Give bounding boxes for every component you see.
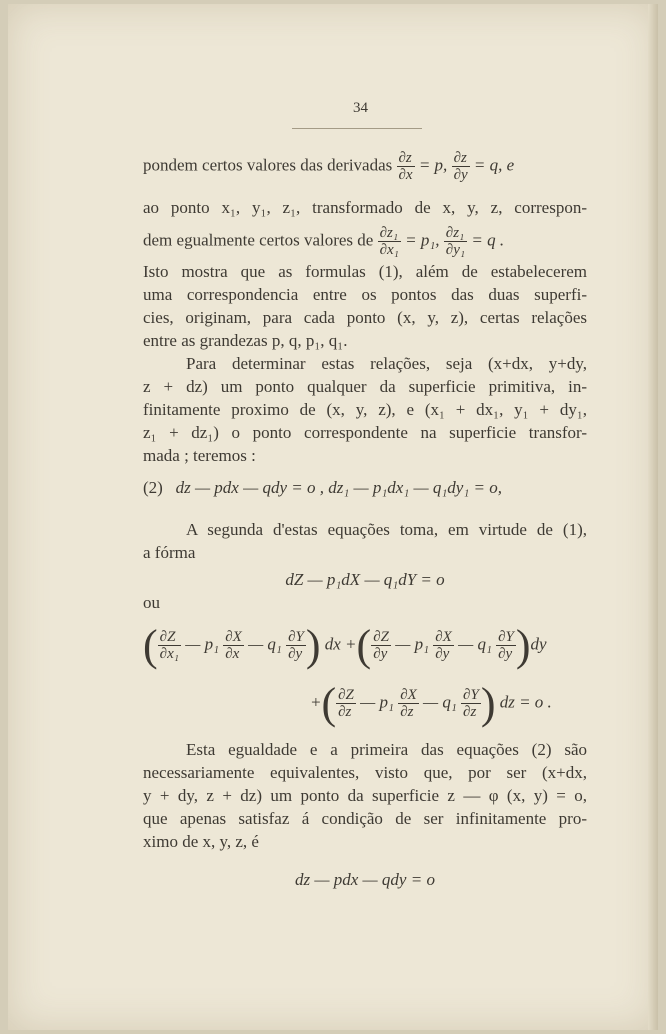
fraction: $\frac{\partial Y}{\partial y}$ [498, 629, 514, 662]
page-spine-shadow [648, 4, 658, 1030]
text-line-2: ao ponto x₁, y₁, z₁, transformado de x, y, z, correspon- [143, 198, 587, 217]
fraction: $\frac{\partial Y}{\partial y}$ [288, 629, 304, 662]
text-line-7: entre as grandezas p, q, p₁, q₁. [143, 331, 348, 350]
text-line-ou: ou [143, 593, 160, 612]
text-line-6: cies, originam, para cada ponto (x, y, z), certas relações [143, 308, 587, 327]
paren-open: ( [321, 679, 337, 728]
long-equation-line-1 [143, 620, 587, 671]
text-line-4: Isto mostra que as formulas (1), além de estabelecerem [143, 262, 587, 281]
eq-text: = q . [471, 230, 505, 250]
paren-close: ) [480, 679, 496, 728]
text-line-15: Esta egualdade e a primeira das equações (2) são [186, 740, 587, 759]
text-line-17: y + dy, z + dz) um ponto da superficie z — φ (x, y) = o, [143, 786, 587, 805]
fraction: $\frac{\partial z}{\partial x}$ [398, 150, 413, 183]
text-line-18: que apenas satisfaz á condição de ser infinitamente pro- [143, 809, 587, 828]
eq-text: — q₁ [458, 634, 492, 654]
eq-text: — p₁ [360, 692, 394, 712]
page-number: 34 [353, 100, 368, 116]
equation-dZ: dZ — p₁dX — q₁dY = o [285, 570, 445, 589]
text-line-13: A segunda d'estas equações toma, em virtude de (1), [186, 520, 587, 539]
eq-text: — p₁ [395, 634, 429, 654]
fraction: $\frac{\partial Z}{\partial y}$ [373, 629, 389, 662]
eq-text: = p, [418, 155, 448, 175]
text-line-19: ximo de x, y, z, é [143, 832, 259, 851]
eq-text: = q, e [473, 155, 515, 175]
fraction: $\frac{\text{∂z₁}}{\text{∂y₁}}$ [445, 225, 466, 258]
text-line-16: necessariamente equivalentes, visto que, por ser (x+dx, [143, 763, 587, 782]
line-text: pondem certos valores das derivadas [143, 155, 393, 175]
text-line-8: Para determinar estas relações, seja (x+dx, y+dy, [186, 354, 587, 373]
fraction: $\frac{\partial Z}{\partial z}$ [338, 687, 354, 720]
text-line-5: uma correspondencia entre os pontos das duas superfi- [143, 285, 587, 304]
fraction: $\frac{\partial X}{\partial x}$ [225, 629, 242, 662]
text-line-1 [143, 150, 587, 183]
line-text: dem egualmente certos valores de [143, 230, 374, 250]
text-line-11: z₁ + dz₁) o ponto correspondente na superficie transfor- [143, 423, 587, 442]
final-equation: dz — pdx — qdy = o [295, 870, 435, 889]
equation-2 [143, 478, 587, 498]
paren-close: ) [515, 621, 531, 670]
long-equation-line-2 [310, 678, 587, 729]
fraction: $\frac{\partial Z}{\text{∂x₁}}$ [159, 629, 179, 662]
text-line-10: finitamente proximo de (x, y, z), e (x₁ + dx₁, y₁ + dy₁, [143, 400, 587, 419]
eq-text: + [310, 692, 322, 712]
eq-text: = p₁, [405, 230, 440, 250]
fraction: $\frac{\partial Y}{\partial z}$ [463, 687, 479, 720]
paren-open: ( [143, 621, 158, 670]
eq-text: dx + [324, 634, 357, 654]
fraction: $\frac{\partial z}{\partial y}$ [453, 150, 468, 183]
text-line-12: mada ; teremos : [143, 446, 256, 465]
eq-text: dz = o . [499, 692, 552, 712]
eq-text: — q₁ [423, 692, 457, 712]
eq-text: dy [530, 634, 547, 654]
fraction: $\frac{\partial X}{\partial z}$ [400, 687, 417, 720]
equation-label: (2) [143, 478, 163, 497]
text-line-9: z + dz) um ponto qualquer da superficie primitiva, in- [143, 377, 587, 396]
paren-open: ( [356, 621, 372, 670]
eq-text: — p₁ [185, 634, 219, 654]
fraction: $\frac{\text{∂z₁}}{\text{∂x₁}}$ [379, 225, 399, 258]
fraction: $\frac{\partial X}{\partial y}$ [435, 629, 452, 662]
paren-close: ) [305, 621, 321, 670]
equation-text: dz — pdx — qdy = o , dz₁ — p₁dx₁ — q₁dy₁ = o, [175, 478, 502, 497]
eq-text: — q₁ [248, 634, 282, 654]
text-line-3 [143, 225, 587, 258]
text-line-14: a fórma [143, 543, 196, 562]
header-rule [292, 128, 422, 129]
